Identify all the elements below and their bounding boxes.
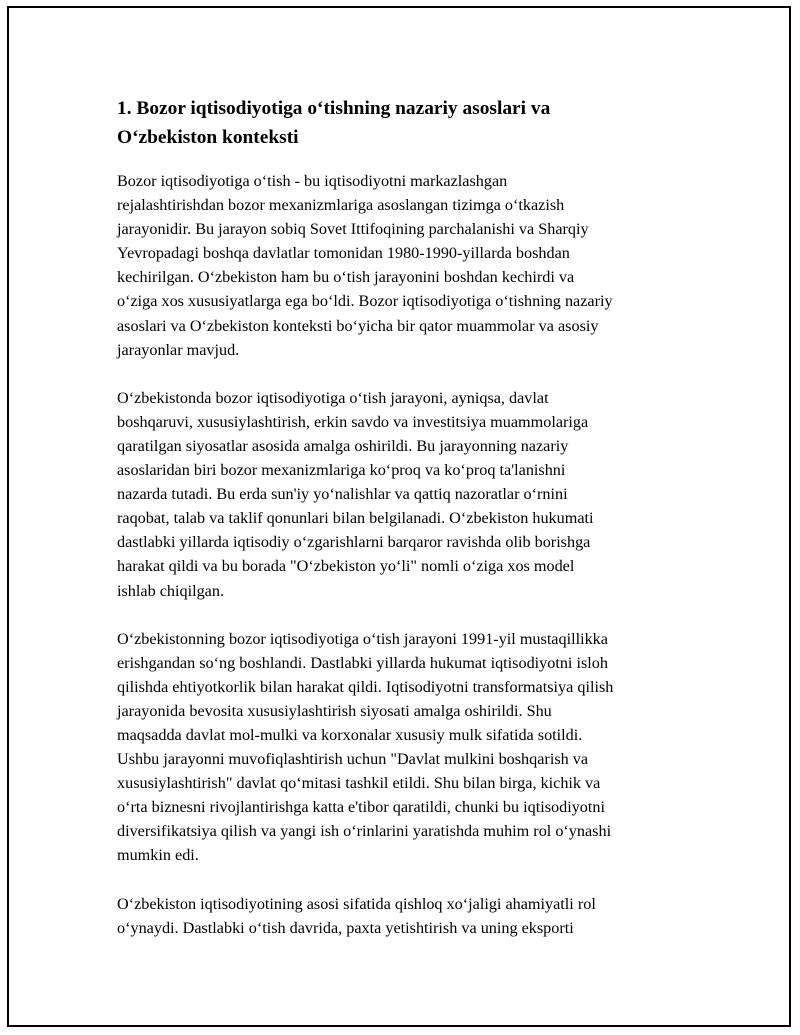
text-line: harakat qildi va bu borada "Oʻzbekiston yoʻli" nomli oʻziga xos model	[117, 557, 575, 576]
text-line: oʻynaydi. Dastlabki oʻtish davrida, paxta yetishtirish va uning eksporti	[117, 918, 574, 937]
paragraph-4	[117, 892, 697, 940]
text-line: boshqaruvi, xususiylashtirish, erkin savdo va investitsiya muammolariga	[117, 412, 589, 431]
section-title	[117, 94, 697, 152]
text-line: dastlabki yillarda iqtisodiy oʻzgarishlarni barqaror ravishda olib borishga	[117, 533, 591, 552]
text-line: asoslari va Oʻzbekiston konteksti boʻyicha bir qator muammolar va asosiy	[117, 316, 599, 335]
text-line: maqsadda davlat mol-mulki va korxonalar xususiy mulk sifatida sotildi.	[117, 725, 583, 744]
title-line: 1. Bozor iqtisodiyotiga oʻtishning nazariy asoslari va	[117, 98, 551, 119]
document-body	[117, 94, 697, 964]
text-line: raqobat, talab va taklif qonunlari bilan belgilanadi. Oʻzbekiston hukumati	[117, 509, 594, 528]
text-line: Yevropadagi boshqa davlatlar tomonidan 1980-1990-yillarda boshdan	[117, 244, 570, 263]
text-line: asoslaridan biri bozor mexanizmlariga koʻproq va koʻproq ta'lanishni	[117, 461, 566, 480]
text-line: Oʻzbekiston iqtisodiyotining asosi sifatida qishloq xoʻjaligi ahamiyatli rol	[117, 894, 596, 913]
text-line: kechirilgan. Oʻzbekiston ham bu oʻtish jarayonini boshdan kechirdi va	[117, 268, 575, 287]
paragraph-2	[117, 386, 697, 603]
title-line: Oʻzbekiston konteksti	[117, 127, 299, 148]
text-line: oʻziga xos xususiyatlarga ega boʻldi. Bozor iqtisodiyotiga oʻtishning nazariy	[117, 292, 613, 311]
text-line: ishlab chiqilgan.	[117, 581, 224, 600]
text-line: Ushbu jarayonni muvofiqlashtirish uchun "Davlat mulkini boshqarish va	[117, 750, 589, 769]
text-line: erishgandan soʻng boshlandi. Dastlabki yillarda hukumat iqtisodiyotni isloh	[117, 653, 608, 672]
text-line: qilishda ehtiyotkorlik bilan harakat qildi. Iqtisodiyotni transformatsiya qilish	[117, 677, 614, 696]
paragraph-1	[117, 169, 697, 362]
paragraph-3	[117, 627, 697, 868]
text-line: Oʻzbekistonning bozor iqtisodiyotiga oʻtish jarayoni 1991-yil mustaqillikka	[117, 629, 608, 648]
text-line: Bozor iqtisodiyotiga oʻtish - bu iqtisodiyotni markazlashgan	[117, 172, 508, 190]
text-line: diversifikatsiya qilish va yangi ish oʻrinlarini yaratishda muhim rol oʻynashi	[117, 822, 612, 841]
text-line: rejalashtirishdan bozor mexanizmlariga asoslangan tizimga oʻtkazish	[117, 196, 565, 215]
text-line: jarayonida bevosita xususiylashtirish siyosati amalga oshirildi. Shu	[117, 701, 552, 720]
text-line: qaratilgan siyosatlar asosida amalga oshirildi. Bu jarayonning nazariy	[117, 436, 569, 455]
text-line: nazarda tutadi. Bu erda sun'iy yoʻnalishlar va qattiq nazoratlar oʻrnini	[117, 485, 568, 504]
text-line: jarayonidir. Bu jarayon sobiq Sovet Ittifoqining parchalanishi va Sharqiy	[117, 220, 589, 239]
text-line: mumkin edi.	[117, 846, 199, 865]
text-line: jarayonlar mavjud.	[117, 340, 240, 359]
text-line: oʻrta biznesni rivojlantirishga katta e'tibor qaratildi, chunki bu iqtisodiyotni	[117, 798, 605, 817]
text-line: xususiylashtirish" davlat qoʻmitasi tashkil etildi. Shu bilan birga, kichik va	[117, 774, 601, 793]
text-line: Oʻzbekistonda bozor iqtisodiyotiga oʻtish jarayoni, ayniqsa, davlat	[117, 388, 549, 407]
